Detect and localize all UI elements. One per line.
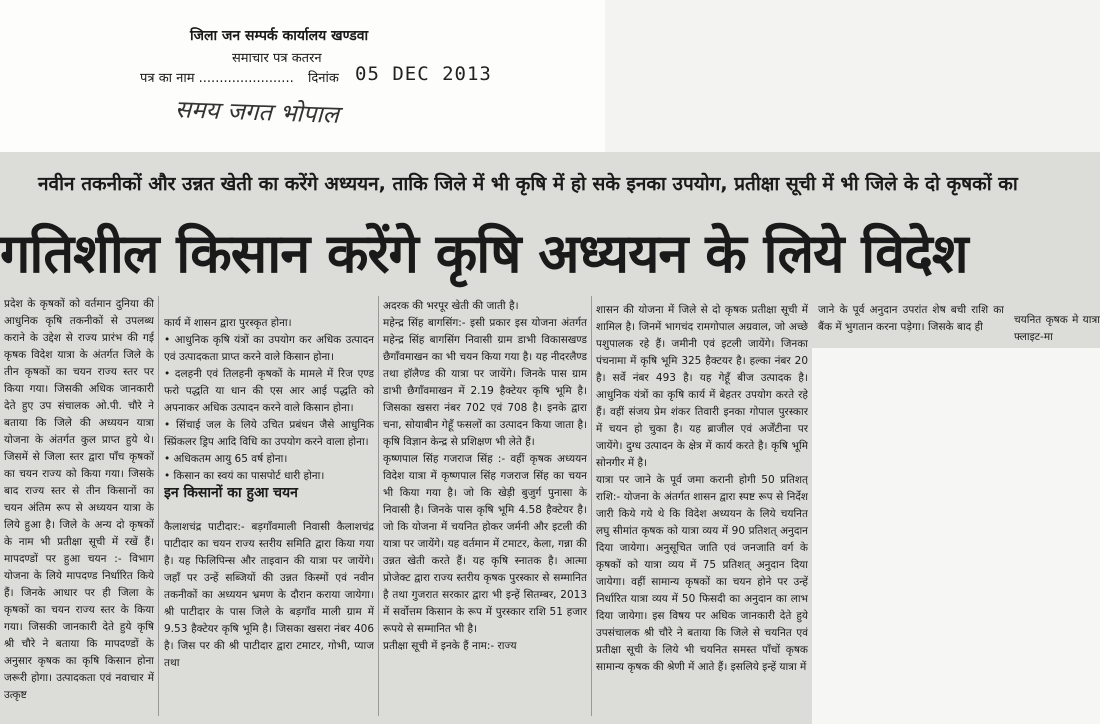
- date-stamp: 05 DEC 2013: [355, 63, 492, 85]
- article-kicker: नवीन तकनीकों और उन्नत खेती का करेंगे अध्ययन, ताकि जिले में भी कृषि में हो सके इनका उपयोग, प्रतीक्षा सूची में भी जिले के दो कृषकों का: [38, 173, 1018, 195]
- farmer-kailashchandra-text: कैलाशचंद्र पाटीदार:- बड़गाँवमाली निवासी कैलाशचंद्र पाटीदार का चयन राज्य स्तरीय समिति द्वारा किया गया है। यह फिलिपिन्स और ताइवान की यात्रा पर जायेंगे। जहाँ पर उन्हें सब्जियों की उन्नत किस्मों एवं नवीन तकनीकों का अध्ययन भ्रमण के दौरान कराया जायेगा। श्री पाटीदार के पास जिले के बड़गाँव माली ग्राम में 9.53 हैक्टेयर कृषि भूमि है। जिसका खसरा नंबर 406 है। जिस पर की श्री पाटीदार द्वारा टमाटर, गोभी, प्याज तथा: [164, 521, 374, 669]
- article-column-3: अदरक की भरपूर खेती की जाती है। महेन्द्र सिंह बागसिंग:- इसी प्रकार इस योजना अंतर्गत महेन्द्र सिंह बागसिंग निवासी ग्राम डाभी विकासखण्ड छैगाँवमाखन का भी चयन किया गया है। यह नीदरलैण्ड तथा हॉलैण्ड की यात्रा पर जायेंगे। जिनके पास ग्राम डाभी छैगाँवमाखन में 2.19 हैक्टेयर कृषि भूमि है। जिसका खसरा नंबर 702 एवं 708 है। इनके द्वारा चना, सोयाबीन गेहूँ फसलों का उत्पादन किया जाता है। कृषि विज्ञान केन्द्र से प्रशिक्षण भी लेते हैं। कृष्णपाल सिंह गजराज सिंह :- वहीं कृषक अध्ययन विदेश यात्रा में कृष्णपाल सिंह गजराज सिंह का चयन भी किया गया है। जो कि खेड़ी बुजुर्ग पुनासा के निवासी है। जिनके पास कृषि भूमि 4.58 हैक्टेयर है। जो कि योजना में चयनित होकर जर्मनी और इटली की यात्रा पर जायेंगे। यह वर्तमान में टमाटर, केला, गन्ना की उन्नत खेती करते हैं। यह कृषि स्नातक है। आत्मा प्रोजेक्ट द्वारा राज्य स्तरीय कृषक पुरस्कार से सम्मानित है तथा गुजरात सरकार द्वारा भी इन्हें सितम्बर, 2013 में सर्वोत्तम किसान के रूप में पुरस्कार राशि 51 हजार रूपये से सम्मानित भी है। प्रतीक्षा सूची में इनके हैं नाम:- राज्य: [383, 300, 587, 652]
- column-divider: [591, 296, 592, 716]
- column-divider: [158, 296, 159, 716]
- article-headline: गतिशील किसान करेंगे कृषि अध्ययन के लिये विदेश: [0, 222, 968, 285]
- date-label: दिनांक: [308, 71, 339, 86]
- torn-paper-edge: [812, 348, 1100, 724]
- clipping-slip: [0, 0, 605, 160]
- office-name: जिला जन सम्पर्क कार्यालय खण्डवा: [190, 28, 369, 44]
- newspaper-clipping: [0, 152, 1100, 724]
- article-column-6: चयनित कृषक मे यात्रा फ्लाइट-मा: [1014, 314, 1100, 343]
- selected-farmers-subhead: इन किसानों का हुआ चयन: [164, 485, 298, 501]
- article-column-5: जाने के पूर्व अनुदान उपरांत शेष बची राशि का बैंक में भुगतान करना पड़ेगा। जिसके बाद ही: [818, 304, 1004, 333]
- article-column-1: प्रदेश के कृषकों को वर्तमान दुनिया की आधुनिक कृषि तकनीकों से उपलब्ध कराने के उद्देश से राज्य प्रारंभ की गई कृषक विदेश यात्रा के अंतर्गत जिले के तीन कृषकों का चयन राज्य स्तर पर किया गया। जिसकी अधिक जानकारी देते हुए उप संचालक ओ.पी. चौरे ने बताया कि जिले की अध्ययन यात्रा योजना के अंतर्गत कुल प्राप्त हुये थे। जिसमें से जिला स्तर द्वारा पाँच कृषकों का चयन राज्य को किया गया। जिसके बाद राज्य स्तर से तीन किसानों का चयन अंतिम रूप से अध्ययन यात्रा के लिये हुआ है। जिले के अन्य दो कृषकों के नाम भी प्रतीक्षा सूची में रखें हैं। मापदण्डों पर हुआ चयन :- विभाग योजना के लिये मापदण्ड निर्धारित किये हैं। जिनके आधार पर ही जिला के कृषकों का चयन राज्य स्तर के किया गया। जिसकी जानकारी देते हुये कृषि श्री चौरे ने बताया कि मापदण्डों के अनुसार कृषक का कृषि किसान होना जरूरी होगा। उत्पादकता एवं नवाचार में उत्कृष्ट: [4, 298, 154, 701]
- paper-name-label: पत्र का नाम .......................: [140, 71, 294, 86]
- column-divider: [378, 296, 379, 716]
- article-column-4: शासन की योजना में जिले से दो कृषक प्रतीक्षा सूची में शामिल है। जिनमें भागचंद रामगोपाल अग्रवाल, जो अच्छे पशुपालक रहे हैं। जमीनी एवं इटली जायेंगे। जिनका पंचनामा में कृषि भूमि 325 हैक्टयर है। हल्का नंबर 20 है। सर्वे नंबर 493 है। यह गेहूँ बीज उत्पादक है। आधुनिक यंत्रों का कृषि कार्य में बेहतर उपयोग करते रहे हैं। वहीं संजय प्रेम शंकर तिवारी इनका गोपाल पुरस्कार में चयन हो चुका है। यह ब्राजील एवं अर्जेंटीना पर जायेंगे। दुग्ध उत्पादन के क्षेत्र में कार्य करते है। कृषि भूमि सोनगीर में है। यात्रा पर जाने के पूर्व जमा करानी होगी 50 प्रतिशत् राशि:- योजना के अंतर्गत शासन द्वारा स्पष्ट रूप से निर्देश जारी किये गये थे कि विदेश अध्ययन के लिये चयनित लघु सीमांत कृषक को यात्रा व्यय में 90 प्रतिशत् अनुदान दिया जायेगा। अनुसूचित जाति एवं जनजाति वर्ग के कृषकों को यात्रा व्यय में 75 प्रतिशत् अनुदान दिया जायेगा। वहीं सामान्य कृषकों का चयन होने पर उन्हें निर्धारित यात्रा व्यय में 50 फिसदी का अनुदान का लाभ दिया जायेगा। इस विषय पर अधिक जानकारी देते हुये उपसंचालक श्री चौरे ने बताया कि जिले से चयनित एवं प्रतीक्षा सूची के लिये भी चयनित समस्त पाँचों कृषक सामान्य कृषक की श्रेणी में आते हैं। इसलिये इन्हें यात्रा में: [596, 304, 808, 673]
- article-column-2: [164, 298, 374, 718]
- handwritten-source: समय जगत भोपाल: [174, 95, 340, 129]
- clipping-label: समाचार पत्र कतरन: [232, 51, 322, 66]
- criteria-list: कार्य में शासन द्वारा पुरस्कृत होना। • आधुनिक कृषि यंत्रों का उपयोग कर अधिक उत्पादन एवं उत्पादकता प्राप्त करने वाले किसान होना। • दलहनी एवं तिलहनी कृषकों के मामले में रिज एण्ड फरो पद्धति या धान की एस आर आई पद्धति को अपनाकर अधिक उत्पादन करने वाले किसान होना। • सिंचाई जल के लिये उचित प्रबंधन जैसे आधुनिक स्प्रिंकलर ड्रिप आदि विधि का उपयोग करने वाला होना। • अधिकतम आयु 65 वर्ष होना। • किसान का स्वयं का पासपोर्ट धारी होना।: [164, 317, 374, 482]
